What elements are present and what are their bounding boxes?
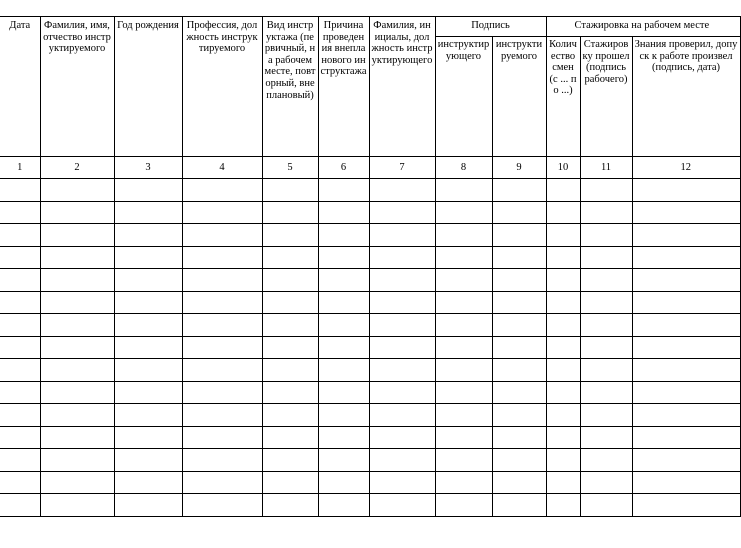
table-cell bbox=[632, 404, 740, 427]
table-cell bbox=[114, 336, 182, 359]
header-signature-group: Подпись bbox=[435, 17, 546, 37]
table-cell bbox=[435, 201, 492, 224]
table-cell bbox=[435, 404, 492, 427]
table-cell bbox=[492, 449, 546, 472]
table-cell bbox=[435, 224, 492, 247]
table-cell bbox=[182, 336, 262, 359]
table-cell bbox=[632, 179, 740, 202]
table-cell bbox=[0, 314, 40, 337]
table-cell bbox=[546, 381, 580, 404]
table-row bbox=[0, 359, 740, 382]
table-cell bbox=[262, 269, 318, 292]
table-cell bbox=[632, 314, 740, 337]
table-cell bbox=[632, 359, 740, 382]
table-cell bbox=[318, 494, 369, 517]
table-row bbox=[0, 314, 740, 337]
table-cell bbox=[546, 471, 580, 494]
table-cell bbox=[546, 291, 580, 314]
table-row bbox=[0, 201, 740, 224]
table-cell bbox=[369, 179, 435, 202]
table-cell bbox=[318, 269, 369, 292]
table-cell bbox=[40, 336, 114, 359]
table-row bbox=[0, 426, 740, 449]
table-cell bbox=[580, 246, 632, 269]
table-cell bbox=[318, 336, 369, 359]
table-cell bbox=[114, 359, 182, 382]
table-cell bbox=[182, 381, 262, 404]
table-cell bbox=[546, 494, 580, 517]
table-cell bbox=[580, 201, 632, 224]
table-cell bbox=[546, 179, 580, 202]
table-cell bbox=[182, 269, 262, 292]
table-cell bbox=[632, 201, 740, 224]
table-cell bbox=[369, 201, 435, 224]
table-row bbox=[0, 336, 740, 359]
table-cell bbox=[318, 381, 369, 404]
table-cell bbox=[435, 314, 492, 337]
table-cell bbox=[580, 471, 632, 494]
table-cell bbox=[0, 269, 40, 292]
header-internship-passed: Стажировку прошел (подпись рабочего) bbox=[580, 37, 632, 157]
table-cell bbox=[114, 314, 182, 337]
table-row bbox=[0, 246, 740, 269]
table-cell bbox=[0, 381, 40, 404]
table-cell bbox=[369, 269, 435, 292]
table-cell bbox=[262, 246, 318, 269]
header-signature-instructor: инструктирующего bbox=[435, 37, 492, 157]
table-cell bbox=[114, 471, 182, 494]
table-cell bbox=[0, 404, 40, 427]
column-number: 11 bbox=[580, 157, 632, 179]
table-cell bbox=[40, 359, 114, 382]
table-cell bbox=[546, 449, 580, 472]
table-cell bbox=[182, 359, 262, 382]
table-cell bbox=[0, 246, 40, 269]
table-cell bbox=[369, 359, 435, 382]
table-cell bbox=[580, 224, 632, 247]
table-cell bbox=[40, 314, 114, 337]
table-cell bbox=[0, 449, 40, 472]
table-cell bbox=[182, 471, 262, 494]
table-row bbox=[0, 404, 740, 427]
table-cell bbox=[492, 291, 546, 314]
table-cell bbox=[435, 179, 492, 202]
table-cell bbox=[0, 471, 40, 494]
table-cell bbox=[492, 201, 546, 224]
table-cell bbox=[492, 246, 546, 269]
column-number: 8 bbox=[435, 157, 492, 179]
table-cell bbox=[114, 224, 182, 247]
header-full-name: Фамилия, имя, отчество инструктируемого bbox=[40, 17, 114, 157]
journal-form bbox=[0, 16, 740, 517]
table-cell bbox=[492, 314, 546, 337]
table-cell bbox=[114, 201, 182, 224]
table-cell bbox=[262, 336, 318, 359]
table-cell bbox=[546, 359, 580, 382]
table-cell bbox=[580, 314, 632, 337]
table-row bbox=[0, 224, 740, 247]
table-cell bbox=[546, 269, 580, 292]
column-number: 6 bbox=[318, 157, 369, 179]
table-cell bbox=[318, 449, 369, 472]
table-cell bbox=[580, 179, 632, 202]
table-cell bbox=[492, 426, 546, 449]
table-cell bbox=[632, 381, 740, 404]
table-cell bbox=[40, 426, 114, 449]
column-number: 10 bbox=[546, 157, 580, 179]
table-cell bbox=[580, 269, 632, 292]
table-cell bbox=[546, 426, 580, 449]
table-cell bbox=[40, 404, 114, 427]
table-cell bbox=[318, 404, 369, 427]
table-cell bbox=[369, 404, 435, 427]
table-cell bbox=[435, 426, 492, 449]
table-cell bbox=[580, 449, 632, 472]
table-cell bbox=[0, 179, 40, 202]
table-cell bbox=[182, 201, 262, 224]
table-cell bbox=[40, 179, 114, 202]
table-cell bbox=[632, 471, 740, 494]
table-cell bbox=[40, 224, 114, 247]
table-cell bbox=[369, 494, 435, 517]
column-number: 1 bbox=[0, 157, 40, 179]
table-cell bbox=[369, 224, 435, 247]
header-instructor-name: Фамилия, инициалы, должность инструктирующего bbox=[369, 17, 435, 157]
table-cell bbox=[580, 404, 632, 427]
table-cell bbox=[369, 426, 435, 449]
table-cell bbox=[435, 359, 492, 382]
table-cell bbox=[182, 291, 262, 314]
table-cell bbox=[369, 291, 435, 314]
table-cell bbox=[262, 449, 318, 472]
table-cell bbox=[318, 224, 369, 247]
table-cell bbox=[580, 381, 632, 404]
table-cell bbox=[262, 179, 318, 202]
column-number: 4 bbox=[182, 157, 262, 179]
table-cell bbox=[435, 246, 492, 269]
table-cell bbox=[492, 336, 546, 359]
table-cell bbox=[435, 381, 492, 404]
table-cell bbox=[114, 246, 182, 269]
table-cell bbox=[492, 404, 546, 427]
table-cell bbox=[40, 471, 114, 494]
table-cell bbox=[492, 471, 546, 494]
table-cell bbox=[492, 224, 546, 247]
table-cell bbox=[262, 359, 318, 382]
header-profession: Профессия, должность инструктируемого bbox=[182, 17, 262, 157]
table-row bbox=[0, 494, 740, 517]
table-cell bbox=[182, 246, 262, 269]
table-cell bbox=[40, 201, 114, 224]
table-cell bbox=[546, 404, 580, 427]
table-cell bbox=[182, 179, 262, 202]
table-cell bbox=[580, 426, 632, 449]
table-cell bbox=[262, 224, 318, 247]
table-cell bbox=[580, 494, 632, 517]
table-cell bbox=[435, 291, 492, 314]
table-cell bbox=[546, 224, 580, 247]
table-cell bbox=[492, 359, 546, 382]
column-number: 12 bbox=[632, 157, 740, 179]
table-cell bbox=[546, 314, 580, 337]
table-row bbox=[0, 291, 740, 314]
table-cell bbox=[262, 471, 318, 494]
table-cell bbox=[632, 291, 740, 314]
table-cell bbox=[182, 314, 262, 337]
table-cell bbox=[0, 494, 40, 517]
header-unplanned-reason: Причина проведения внепланового инструктажа bbox=[318, 17, 369, 157]
header-date: Дата bbox=[0, 17, 40, 157]
table-cell bbox=[492, 494, 546, 517]
table-cell bbox=[182, 494, 262, 517]
table-cell bbox=[369, 314, 435, 337]
header-internship-group: Стажировка на рабочем месте bbox=[546, 17, 740, 37]
table-cell bbox=[435, 471, 492, 494]
table-cell bbox=[318, 314, 369, 337]
table-cell bbox=[580, 291, 632, 314]
table-cell bbox=[114, 404, 182, 427]
header-signature-instructed: инструктируемого bbox=[492, 37, 546, 157]
table-cell bbox=[40, 494, 114, 517]
table-cell bbox=[114, 381, 182, 404]
table-cell bbox=[262, 494, 318, 517]
table-cell bbox=[318, 359, 369, 382]
table-cell bbox=[632, 494, 740, 517]
table-cell bbox=[632, 336, 740, 359]
table-cell bbox=[0, 291, 40, 314]
column-number: 9 bbox=[492, 157, 546, 179]
table-cell bbox=[369, 449, 435, 472]
column-number: 5 bbox=[262, 157, 318, 179]
table-cell bbox=[114, 494, 182, 517]
table-cell bbox=[114, 449, 182, 472]
table-cell bbox=[40, 246, 114, 269]
table-cell bbox=[0, 336, 40, 359]
table-cell bbox=[262, 404, 318, 427]
column-number: 2 bbox=[40, 157, 114, 179]
table-cell bbox=[632, 449, 740, 472]
table-cell bbox=[435, 449, 492, 472]
header-instruction-type: Вид инструктажа (первичный, на рабочем месте, повторный, внеплановый) bbox=[262, 17, 318, 157]
table-cell bbox=[182, 224, 262, 247]
table-cell bbox=[632, 426, 740, 449]
table-cell bbox=[262, 291, 318, 314]
table-cell bbox=[40, 449, 114, 472]
table-cell bbox=[262, 426, 318, 449]
table-cell bbox=[318, 201, 369, 224]
table-row bbox=[0, 179, 740, 202]
table-cell bbox=[435, 269, 492, 292]
table-cell bbox=[262, 381, 318, 404]
header-shift-count: Количество смен (с ... по ...) bbox=[546, 37, 580, 157]
table-cell bbox=[0, 201, 40, 224]
table-cell bbox=[492, 179, 546, 202]
table-cell bbox=[114, 269, 182, 292]
instruction-journal-table bbox=[0, 16, 741, 517]
table-row bbox=[0, 269, 740, 292]
table-cell bbox=[318, 246, 369, 269]
table-cell bbox=[262, 314, 318, 337]
table-cell bbox=[114, 179, 182, 202]
table-cell bbox=[182, 449, 262, 472]
table-cell bbox=[318, 291, 369, 314]
table-cell bbox=[369, 471, 435, 494]
table-cell bbox=[369, 381, 435, 404]
table-cell bbox=[318, 179, 369, 202]
table-cell bbox=[580, 359, 632, 382]
table-cell bbox=[492, 381, 546, 404]
empty-rows bbox=[0, 179, 740, 517]
table-cell bbox=[0, 426, 40, 449]
table-cell bbox=[262, 201, 318, 224]
table-cell bbox=[0, 359, 40, 382]
table-row bbox=[0, 471, 740, 494]
table-cell bbox=[369, 336, 435, 359]
column-number: 7 bbox=[369, 157, 435, 179]
header-knowledge-checked: Знания проверил, допуск к работе произвел (подпись, дата) bbox=[632, 37, 740, 157]
table-cell bbox=[114, 426, 182, 449]
table-cell bbox=[632, 224, 740, 247]
table-cell bbox=[492, 269, 546, 292]
table-cell bbox=[318, 426, 369, 449]
column-number-row bbox=[0, 157, 740, 179]
table-cell bbox=[632, 269, 740, 292]
table-cell bbox=[369, 246, 435, 269]
table-cell bbox=[435, 336, 492, 359]
table-cell bbox=[435, 494, 492, 517]
table-row bbox=[0, 381, 740, 404]
table-cell bbox=[40, 381, 114, 404]
table-cell bbox=[0, 224, 40, 247]
table-cell bbox=[182, 426, 262, 449]
header-birth-year: Год рождения bbox=[114, 17, 182, 157]
table-cell bbox=[114, 291, 182, 314]
table-cell bbox=[40, 291, 114, 314]
table-cell bbox=[546, 336, 580, 359]
table-cell bbox=[182, 404, 262, 427]
table-row bbox=[0, 449, 740, 472]
table-cell bbox=[318, 471, 369, 494]
table-cell bbox=[580, 336, 632, 359]
header-row-top bbox=[0, 17, 740, 37]
column-number: 3 bbox=[114, 157, 182, 179]
table-cell bbox=[632, 246, 740, 269]
table-cell bbox=[546, 201, 580, 224]
table-cell bbox=[40, 269, 114, 292]
table-cell bbox=[546, 246, 580, 269]
